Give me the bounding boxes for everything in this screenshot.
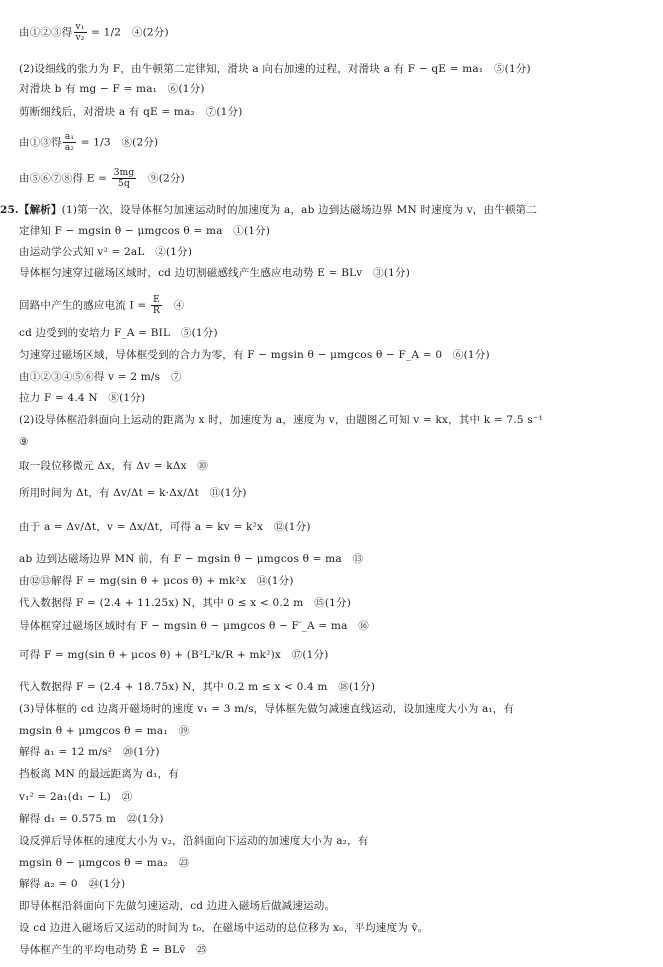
solution-line bbox=[19, 266, 657, 280]
line-text: cd 边受到的安培力 F_A = BIL ⑤(1分) bbox=[19, 327, 218, 339]
line-text: 代入数据得 F = (2.4 + 11.25x) N，其中 0 ≤ x < 0.2 m ⑮(1分) bbox=[19, 597, 352, 609]
solution-line bbox=[0, 203, 657, 217]
line-text: 解得 a₁ = 12 m/s² ⑳(1分) bbox=[19, 746, 160, 758]
solution-line bbox=[19, 877, 657, 891]
line-text-pre: 回路中产生的感应电流 I = bbox=[19, 299, 150, 312]
line-text: mgsin θ − μmgcos θ = ma₂ ㉓ bbox=[19, 857, 190, 869]
line-text: 导体框穿过磁场区域时有 F − mgsin θ − μmgcos θ − F′_A = ma ⑯ bbox=[19, 620, 369, 632]
solution-line bbox=[19, 435, 657, 449]
line-text: v₁² = 2a₁(d₁ − L) ㉑ bbox=[19, 791, 133, 803]
fraction-numerator: E bbox=[151, 295, 162, 306]
fraction-denominator: a₂ bbox=[64, 143, 75, 153]
line-text-post: ④ bbox=[162, 299, 185, 312]
solution-line bbox=[19, 745, 657, 759]
solution-line bbox=[19, 702, 657, 716]
solution-line bbox=[19, 619, 657, 633]
line-text-post: = 1/2 ④(2分) bbox=[87, 26, 169, 39]
solution-line bbox=[19, 22, 657, 43]
solution-line bbox=[19, 486, 657, 500]
solution-line bbox=[19, 790, 657, 804]
solution-line bbox=[19, 245, 657, 259]
line-text-post: = 1/3 ⑧(2分) bbox=[77, 136, 159, 149]
fraction bbox=[151, 295, 162, 316]
solution-line bbox=[19, 391, 657, 405]
solution-line bbox=[19, 459, 657, 473]
line-text-post: ⑨(2分) bbox=[137, 172, 185, 185]
solution-line bbox=[19, 295, 657, 316]
fraction-numerator: 3mg bbox=[113, 168, 135, 178]
line-text: 由①②③④⑤⑥得 v = 2 m/s ⑦ bbox=[19, 371, 182, 383]
line-text: 定律知 F − mgsin θ − μmgcos θ = ma ①(1分) bbox=[19, 225, 271, 237]
line-text: ⑨ bbox=[19, 436, 29, 448]
line-text: 即导体框沿斜面向下先做匀速运动，cd 边进入磁场后做减速运动。 bbox=[19, 900, 336, 912]
solution-line bbox=[19, 648, 657, 662]
line-text: 代入数据得 F = (2.4 + 18.75x) N，其中 0.2 m ≤ x < 0.4 m ⑱(1分) bbox=[19, 681, 376, 693]
solution-line bbox=[19, 899, 657, 913]
line-text-pre: 由①②③得 bbox=[19, 26, 73, 39]
solution-line bbox=[19, 943, 657, 957]
solution-line bbox=[19, 348, 657, 362]
solution-line bbox=[19, 168, 657, 189]
line-text: 导体框匀速穿过磁场区域时，cd 边切割磁感线产生感应电动势 E = BLv ③(1分) bbox=[19, 267, 411, 279]
fraction bbox=[112, 168, 137, 189]
line-text: 对滑块 b 有 mg − F = ma₁ ⑥(1分) bbox=[19, 83, 205, 95]
line-text: 解得 d₁ = 0.575 m ㉒(1分) bbox=[19, 813, 164, 825]
solution-line bbox=[19, 834, 657, 848]
line-text-pre: 由⑤⑥⑦⑧得 E = bbox=[19, 172, 111, 185]
fraction-numerator: a₁ bbox=[64, 132, 75, 142]
solution-line bbox=[19, 62, 657, 76]
fraction-denominator: 5q bbox=[118, 179, 130, 189]
solution-line bbox=[19, 596, 657, 610]
question-number: 25.【解析】 bbox=[0, 204, 62, 216]
solution-line bbox=[19, 856, 657, 870]
line-text: 导体框产生的平均电动势 Ē = BLv̄ ㉕ bbox=[19, 944, 207, 956]
line-text-pre: 由①③得 bbox=[19, 136, 62, 149]
fraction-denominator: v₂ bbox=[75, 33, 85, 43]
line-text: 解得 a₂ = 0 ㉔(1分) bbox=[19, 878, 126, 890]
fraction bbox=[63, 132, 76, 153]
line-text: 由⑫⑬解得 F = mg(sin θ + μcos θ) + mk²x ⑭(1分) bbox=[19, 575, 294, 587]
line-text: mgsin θ + μmgcos θ = ma₁ ⑲ bbox=[19, 725, 190, 737]
solution-line bbox=[19, 680, 657, 694]
line-text: (3)导体框的 cd 边离开磁场时的速度 v₁ = 3 m/s，导体框先做匀减速直线运动，设加速度大小为 a₁，有 bbox=[19, 703, 515, 715]
solution-line bbox=[19, 224, 657, 238]
line-text: 由运动学公式知 v² = 2aL ②(1分) bbox=[19, 246, 193, 258]
line-text: 设反弹后导体框的速度大小为 v₂，沿斜面向下运动的加速度大小为 a₂，有 bbox=[19, 835, 369, 847]
solution-line bbox=[19, 724, 657, 738]
solution-line bbox=[19, 132, 657, 153]
solution-line bbox=[19, 326, 657, 340]
solution-line bbox=[19, 105, 657, 119]
solution-line bbox=[19, 921, 657, 935]
line-text: 可得 F = mg(sin θ + μcos θ) + (B²L²k/R + mk²)x ⑰(1分) bbox=[19, 649, 329, 661]
solution-line bbox=[19, 812, 657, 826]
solution-line bbox=[19, 520, 657, 534]
solution-line bbox=[19, 574, 657, 588]
solution-line bbox=[19, 552, 657, 566]
fraction-denominator: R bbox=[152, 306, 160, 316]
line-text: (2)设细线的张力为 F，由牛顿第二定律知，滑块 a 向右加速的过程，对滑块 a 有 F − qE = ma₁ ⑤(1分) bbox=[19, 63, 531, 75]
solution-line bbox=[19, 82, 657, 96]
solution-line bbox=[19, 370, 657, 384]
line-text: 挡板离 MN 的最远距离为 d₁，有 bbox=[19, 768, 179, 780]
line-text: 匀速穿过磁场区域，导体框受到的合力为零，有 F − mgsin θ − μmgcos θ − F_A = 0 ⑥(1分) bbox=[19, 349, 490, 361]
line-text: (1)第一次，设导体框匀加速运动时的加速度为 a，ab 边到达磁场边界 MN 时速度为 v，由牛顿第二 bbox=[61, 204, 538, 216]
line-text: 拉力 F = 4.4 N ⑧(1分) bbox=[19, 392, 146, 404]
solution-line bbox=[19, 413, 657, 427]
line-text: 由于 a = Δv/Δt，v = Δx/Δt，可得 a = kv = k²x ⑫(1分) bbox=[19, 521, 311, 533]
line-text: ab 边到达磁场边界 MN 前，有 F − mgsin θ − μmgcos θ = ma ⑬ bbox=[19, 553, 364, 565]
fraction-numerator: v₁ bbox=[75, 22, 85, 32]
line-text: 所用时间为 Δt，有 Δv/Δt = k·Δx/Δt ⑪(1分) bbox=[19, 487, 247, 499]
fraction bbox=[74, 22, 87, 43]
line-text: 剪断细线后，对滑块 a 有 qE = ma₂ ⑦(1分) bbox=[19, 106, 243, 118]
line-text: 取一段位移微元 Δx，有 Δv = kΔx ⑩ bbox=[19, 460, 209, 472]
solution-line bbox=[19, 767, 657, 781]
line-text: 设 cd 边进入磁场后又运动的时间为 t₀，在磁场中运动的总位移为 x₀，平均速度为 v̄。 bbox=[19, 922, 429, 934]
line-text: (2)设导体框沿斜面向上运动的距离为 x 时，加速度为 a，速度为 v，由题图乙可知 v = kx，其中 k = 7.5 s⁻¹ bbox=[19, 414, 544, 426]
